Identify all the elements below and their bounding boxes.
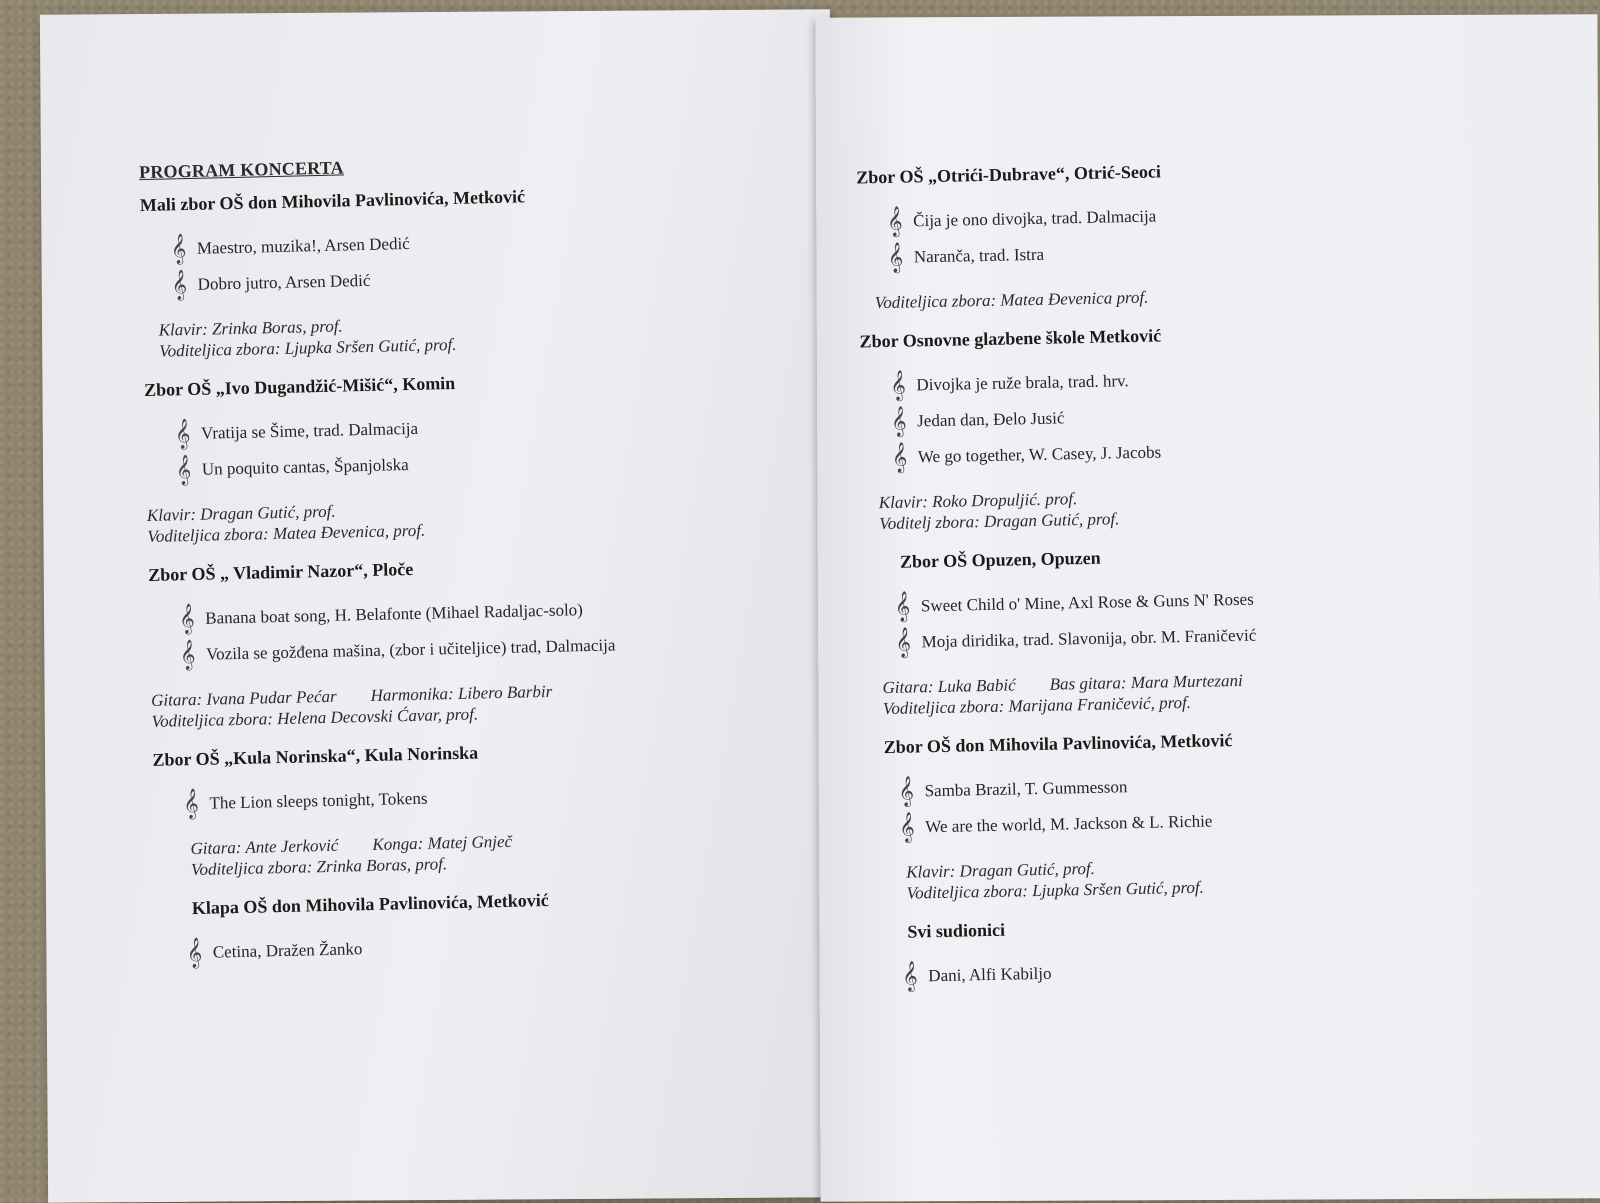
credits xyxy=(158,305,793,361)
treble-clef-icon: 𝄞 xyxy=(178,603,195,635)
song-list xyxy=(902,946,1533,995)
song-text: Moja diridika, trad. Slavonija, obr. M. Franičević xyxy=(921,625,1257,652)
song-text: Banana boat song, H. Belafonte (Mihael Radaljac-solo) xyxy=(205,600,584,628)
treble-clef-icon: 𝄞 xyxy=(183,788,200,820)
choir-section xyxy=(148,550,802,732)
song-list xyxy=(170,217,791,303)
credits xyxy=(906,849,1531,904)
song-text: Dani, Alfi Kabiljo xyxy=(928,963,1052,986)
song-list xyxy=(183,772,804,822)
credit-line: Voditelj zbora: Dragan Gutić, prof. xyxy=(879,509,1120,534)
choir-title: Zbor OŠ don Mihovila Pavlinovića, Metković xyxy=(883,730,1233,758)
song-text: Maestro, muzika!, Arsen Dedić xyxy=(196,233,410,258)
credit-guitar: Gitara: Luka Babić xyxy=(882,675,1016,698)
credit-line: Klavir: Dragan Gutić, prof. xyxy=(906,858,1096,882)
left-page xyxy=(40,9,838,1202)
right-page xyxy=(815,14,1600,1201)
song-list xyxy=(890,355,1522,476)
song-text: Vratija se Šime, trad. Dalmacija xyxy=(200,418,419,443)
credit-line: Voditeljica zbora: Zrinka Boras, prof. xyxy=(190,854,448,880)
choir-title: Zbor OŠ „Otrići-Dubrave“, Otrić-Seoci xyxy=(856,161,1162,188)
choir-title: Zbor Osnovne glazbene škole Metković xyxy=(859,325,1162,352)
song-text: Divojka je ruže brala, trad. hrv. xyxy=(916,371,1129,395)
treble-clef-icon: 𝄞 xyxy=(186,937,203,969)
treble-clef-icon: 𝄞 xyxy=(898,776,915,807)
song-text: We are the world, M. Jackson & L. Richie xyxy=(925,811,1213,837)
credit-line: Voditeljica zbora: Marijana Franičević, prof. xyxy=(882,692,1192,719)
choir-section xyxy=(871,909,1532,995)
choir-title: Zbor OŠ „Kula Norinska“, Kula Norinska xyxy=(152,742,479,770)
song-text: Naranča, trad. Istra xyxy=(913,244,1045,267)
treble-clef-icon: 𝄞 xyxy=(179,639,196,671)
song-list xyxy=(898,761,1529,846)
choir-title: Klapa OŠ don Mihovila Pavlinovića, Metković xyxy=(191,889,549,919)
song-text: Sweet Child o' Mine, Axl Rose & Guns N' Roses xyxy=(920,589,1254,616)
right-page-content xyxy=(856,154,1533,1011)
credit-guitar: Gitara: Ante Jerković xyxy=(190,835,339,859)
credit-line: Klavir: Roko Dropuljić. prof. xyxy=(878,489,1078,513)
treble-clef-icon: 𝄞 xyxy=(174,418,191,450)
treble-clef-icon: 𝄞 xyxy=(886,206,903,237)
choir-section xyxy=(140,180,794,362)
treble-clef-icon: 𝄞 xyxy=(902,961,918,992)
song-text: Vozila se gožđena mašina, (zbor i učiteljice) trad, Dalmacija xyxy=(205,635,616,664)
credit-line: Voditeljica zbora: Helena Decovski Ćavar, prof. xyxy=(151,704,479,731)
credits xyxy=(882,664,1527,719)
treble-clef-icon: 𝄞 xyxy=(891,442,908,473)
credit-line: Voditeljica zbora: Matea Đevenica, prof. xyxy=(147,520,426,546)
song-list xyxy=(175,402,796,488)
song-text: The Lion sleeps tonight, Tokens xyxy=(209,788,428,813)
treble-clef-icon: 𝄞 xyxy=(887,242,904,273)
song-text: Čija je ono divojka, trad. Dalmacija xyxy=(912,206,1157,231)
song-text: Dobro jutro, Arsen Dedić xyxy=(197,270,371,294)
song-text: Samba Brazil, T. Gummesson xyxy=(924,777,1128,801)
choir-section xyxy=(864,539,1527,719)
credit-conga: Konga: Matej Gnječ xyxy=(372,831,513,854)
treble-clef-icon: 𝄞 xyxy=(890,406,907,437)
treble-clef-icon: 𝄞 xyxy=(171,270,188,301)
song-item xyxy=(183,772,804,822)
song-text: Cetina, Dražen Žanko xyxy=(212,939,363,962)
song-text: We go together, W. Casey, J. Jacobs xyxy=(917,442,1162,467)
credit-line: Voditeljica zbora: Ljupka Sršen Gutić, prof. xyxy=(158,334,457,361)
credit-line: Voditeljica zbora: Ljupka Sršen Gutić, prof. xyxy=(906,877,1205,903)
song-list xyxy=(887,191,1518,276)
choir-section xyxy=(859,318,1523,534)
choir-section xyxy=(856,154,1519,313)
credits xyxy=(147,490,798,547)
choir-title: Zbor OŠ „Ivo Dugandžić-Mišić“, Komin xyxy=(143,372,456,401)
credits xyxy=(190,824,805,880)
treble-clef-icon: 𝄞 xyxy=(894,591,911,622)
credits xyxy=(875,279,1519,313)
credits xyxy=(879,479,1524,534)
program-title: PROGRAM KONCERTA xyxy=(138,157,345,183)
choir-title: Zbor OŠ „ Vladimir Nazor“, Ploče xyxy=(148,558,414,585)
treble-clef-icon: 𝄞 xyxy=(895,627,912,658)
choir-title: Zbor OŠ Opuzen, Opuzen xyxy=(899,547,1101,572)
treble-clef-icon: 𝄞 xyxy=(170,234,187,265)
treble-clef-icon: 𝄞 xyxy=(899,812,916,843)
song-item xyxy=(902,946,1533,995)
treble-clef-icon: 𝄞 xyxy=(890,370,907,401)
treble-clef-icon: 𝄞 xyxy=(175,454,192,486)
song-text: Un poquito cantas, Španjolska xyxy=(201,455,409,479)
choir-section xyxy=(152,735,805,881)
credit-line: Klavir: Zrinka Boras, prof. xyxy=(158,316,343,340)
credit-line: Klavir: Dragan Gutić, prof. xyxy=(146,501,336,525)
choir-section xyxy=(156,884,807,972)
credits xyxy=(151,675,802,732)
song-list xyxy=(186,921,807,971)
credit-line: Voditeljica zbora: Matea Đevenica prof. xyxy=(874,287,1149,313)
song-text: Jedan dan, Đelo Jusić xyxy=(916,408,1065,431)
song-list xyxy=(179,587,800,673)
credit-guitar: Gitara: Ivana Pudar Pećar xyxy=(150,686,337,710)
choir-title: Mali zbor OŠ don Mihovila Pavlinovića, Metković xyxy=(139,186,526,216)
left-page-content xyxy=(139,147,808,988)
credit-accordion: Harmonika: Libero Barbir xyxy=(370,681,553,705)
credit-bass-guitar: Bas gitara: Mara Murtezani xyxy=(1049,670,1243,694)
song-item xyxy=(186,921,807,971)
choir-section xyxy=(144,365,798,547)
choir-title: Svi sudionici xyxy=(907,919,1006,942)
song-list xyxy=(895,576,1526,661)
choir-section xyxy=(868,724,1531,904)
